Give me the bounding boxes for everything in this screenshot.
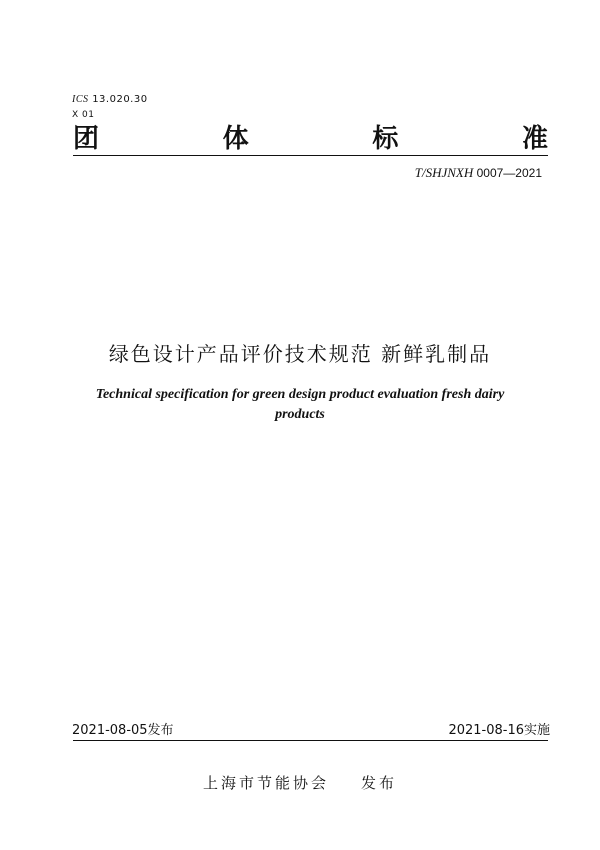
issuer-name: 上海市节能协会 [202,774,329,792]
ics-label: ICS [72,94,89,105]
issuer-action: 发布 [361,774,398,792]
publish-date: 2021-08-05发布 [72,723,174,738]
issuer-line [0,772,600,793]
english-title: Technical specification for green design product evaluation fresh dairy products [95,387,505,422]
standard-category-title [73,120,548,152]
classification-code: X 01 [72,110,95,120]
implement-date: 2021-08-16实施 [448,723,550,738]
category-char: 团 [73,123,100,154]
category-char: 准 [521,123,548,154]
standard-code: 0007—2021 [476,166,542,180]
category-char: 标 [372,123,399,154]
category-char: 体 [222,123,249,154]
ics-code [72,94,148,105]
ics-number: 13.020.30 [92,94,148,105]
standard-prefix: T/SHJNXH [414,165,474,180]
standard-number [415,165,542,181]
header-divider [73,155,548,156]
chinese-title: 绿色设计产品评价技术规范 新鲜乳制品 [108,342,492,366]
footer-divider [73,740,548,741]
